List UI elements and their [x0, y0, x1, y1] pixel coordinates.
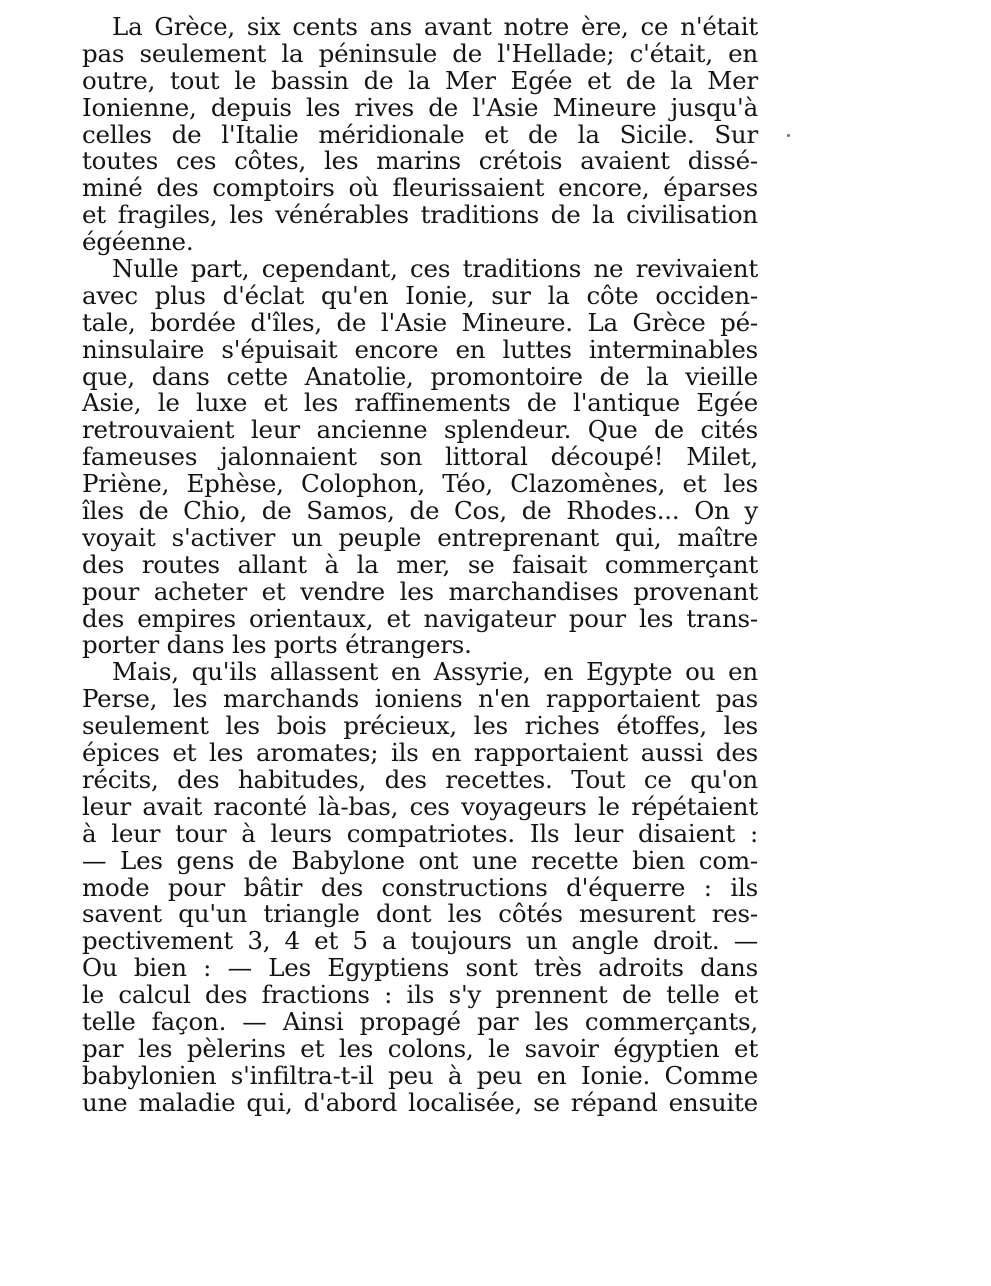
text-line: tale, bordée d'îles, de l'Asie Mineure. La Grèce pé-	[82, 307, 758, 337]
text-line: Mais, qu'ils allassent en Assyrie, en Egypte ou en	[112, 657, 758, 687]
text-line: avec plus d'éclat qu'en Ionie, sur la côte occiden-	[82, 280, 758, 310]
text-line: Asie, le luxe et les raffinements de l'antique Egée	[82, 388, 758, 418]
text-line: Ou bien : — Les Egyptiens sont très adroits dans	[82, 953, 758, 983]
text-line: miné des comptoirs où fleurissaient encore, éparses	[82, 173, 758, 203]
text-line: à leur tour à leurs compatriotes. Ils leur disaient :	[82, 818, 758, 848]
text-line: que, dans cette Anatolie, promontoire de la vieille	[82, 361, 758, 391]
text-line: babylonien s'infiltra-t-il peu à peu en Ionie. Comme	[82, 1060, 758, 1090]
text-line: fameuses jalonnaient son littoral découpé! Milet,	[82, 442, 758, 472]
text-line: Nulle part, cependant, ces traditions ne revivaient	[112, 254, 758, 284]
text-line: Ionienne, depuis les rives de l'Asie Mineure jusqu'à	[82, 92, 758, 122]
scan-speck	[787, 134, 790, 137]
text-line: le calcul des fractions : ils s'y prennent de telle et	[82, 980, 758, 1010]
text-line: récits, des habitudes, des recettes. Tout ce qu'on	[82, 764, 758, 794]
text-line: une maladie qui, d'abord localisée, se répand ensuite	[82, 1087, 758, 1117]
text-line: seulement les bois précieux, les riches étoffes, les	[82, 711, 758, 741]
text-line: telle façon. — Ainsi propagé par les commerçants,	[82, 1006, 758, 1036]
text-line: — Les gens de Babylone ont une recette bien com-	[82, 845, 758, 875]
text-line: mode pour bâtir des constructions d'équerre : ils	[82, 872, 758, 902]
text-line: des routes allant à la mer, se faisait commerçant	[82, 549, 758, 579]
text-line: voyait s'activer un peuple entreprenant qui, maître	[82, 522, 758, 552]
text-line: celles de l'Italie méridionale et de la Sicile. Sur	[82, 119, 758, 149]
text-line: ninsulaire s'épuisait encore en luttes interminables	[82, 334, 758, 364]
text-line: toutes ces côtes, les marins crétois avaient dissé-	[82, 146, 758, 176]
text-line: égéenne.	[82, 227, 194, 257]
text-line: et fragiles, les vénérables traditions de la civilisation	[82, 200, 758, 230]
text-line: pectivement 3, 4 et 5 a toujours un angle droit. —	[82, 926, 758, 956]
text-line: Priène, Ephèse, Colophon, Téo, Clazomènes, et les	[82, 469, 758, 499]
text-line: outre, tout le bassin de la Mer Egée et de la Mer	[82, 65, 758, 95]
body-text	[82, 14, 758, 1117]
text-line: pas seulement la péninsule de l'Hellade; c'était, en	[82, 38, 758, 68]
text-line: leur avait raconté là-bas, ces voyageurs le répétaient	[82, 791, 758, 821]
text-line: Perse, les marchands ioniens n'en rapportaient pas	[82, 684, 758, 714]
text-line: épices et les aromates; ils en rapportaient aussi des	[82, 738, 758, 768]
text-line: îles de Chio, de Samos, de Cos, de Rhodes... On y	[82, 496, 758, 526]
text-line: pour acheter et vendre les marchandises provenant	[82, 576, 758, 606]
text-line: porter dans les ports étrangers.	[82, 630, 472, 660]
text-line: La Grèce, six cents ans avant notre ère, ce n'était	[112, 12, 758, 41]
text-line: des empires orientaux, et navigateur pour les trans-	[82, 603, 758, 633]
text-line: par les pèlerins et les colons, le savoir égyptien et	[82, 1033, 758, 1063]
text-line: savent qu'un triangle dont les côtés mesurent res-	[82, 899, 758, 929]
text-line: retrouvaient leur ancienne splendeur. Que de cités	[82, 415, 758, 445]
